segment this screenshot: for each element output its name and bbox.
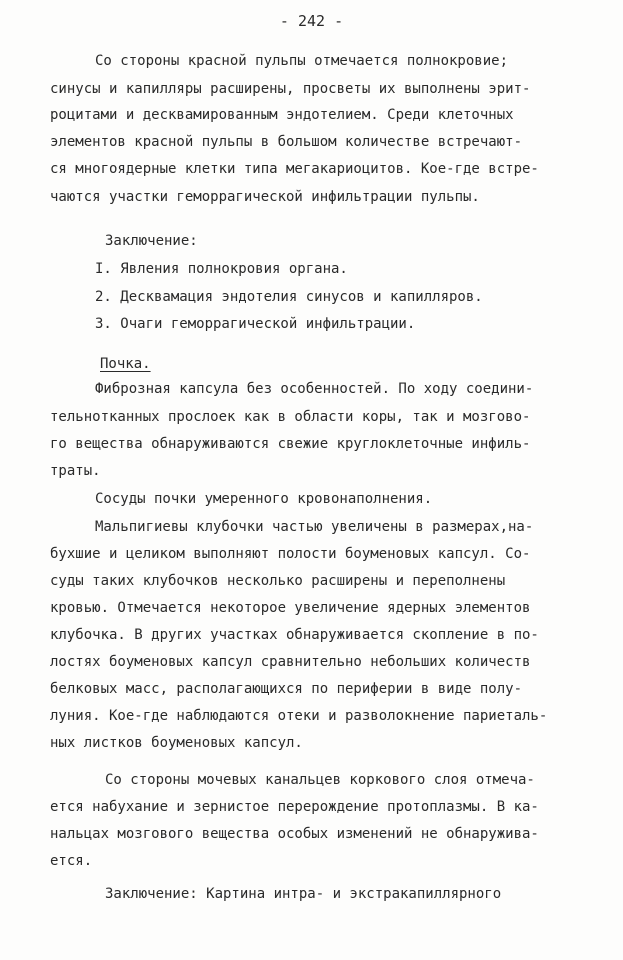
conclusion-item: 2. Десквамация эндотелия синусов и капилляров. <box>95 289 483 305</box>
paragraph-line: ется. <box>50 853 93 869</box>
paragraph-line: элементов красной пульпы в большом количестве встречают- <box>50 134 523 150</box>
paragraph-line: синусы и капилляры расширены, просветы их выполнены эрит- <box>50 81 531 97</box>
paragraph-line: Со стороны красной пульпы отмечается полнокровие; <box>95 53 509 69</box>
paragraph-line: лостях боуменовых капсул сравнительно небольших количеств <box>50 654 531 670</box>
paragraph-line: кровью. Отмечается некоторое увеличение ядерных элементов <box>50 600 531 616</box>
paragraph-line: роцитами и десквамированным эндотелием. Среди клеточных <box>50 107 514 123</box>
paragraph-line: нальцах мозгового вещества особых изменений не обнаружива- <box>50 826 539 842</box>
paragraph-line: белковых масс, располагающихся по периферии в виде полу- <box>50 681 523 697</box>
paragraph-line: траты. <box>50 463 101 479</box>
conclusion-item: I. Явления полнокровия органа. <box>95 261 348 277</box>
paragraph-line: го вещества обнаруживаются свежие круглоклеточные инфиль- <box>50 436 531 452</box>
paragraph-line: клубочка. В других участках обнаруживается скопление в по- <box>50 627 539 643</box>
paragraph-line: ется набухание и зернистое перерождение протоплазмы. В ка- <box>50 799 539 815</box>
paragraph-line: Мальпигиевы клубочки частью увеличены в размерах,на- <box>95 519 534 535</box>
paragraph-line: Со стороны мочевых канальцев коркового слоя отмеча- <box>105 772 535 788</box>
paragraph-line: Фиброзная капсула без особенностей. По ходу соедини- <box>95 381 534 397</box>
paragraph-line: тельнотканных прослоек как в области коры, так и мозгово- <box>50 409 531 425</box>
paragraph-line: луния. Кое-где наблюдаются отеки и разволокнение париеталь- <box>50 708 548 724</box>
paragraph-line: Сосуды почки умеренного кровонаполнения. <box>95 491 433 507</box>
conclusion-title: Заключение: <box>105 233 198 249</box>
paragraph-line: ных листков боуменовых капсул. <box>50 735 303 751</box>
paragraph-line: Заключение: Картина интра- и экстракапиллярного <box>105 886 502 902</box>
paragraph-line: бухшие и целиком выполняют полости боуменовых капсул. Со- <box>50 546 531 562</box>
paragraph-line: ся многоядерные клетки типа мегакариоцитов. Кое-где встре- <box>50 161 539 177</box>
paragraph-line: чаются участки геморрагической инфильтрации пульпы. <box>50 189 480 205</box>
page-number: - 242 - <box>279 12 344 30</box>
conclusion-item: 3. Очаги геморрагической инфильтрации. <box>95 316 416 332</box>
paragraph-line: суды таких клубочков несколько расширены и переполнены <box>50 573 506 589</box>
section-heading: Почка. <box>100 356 151 372</box>
